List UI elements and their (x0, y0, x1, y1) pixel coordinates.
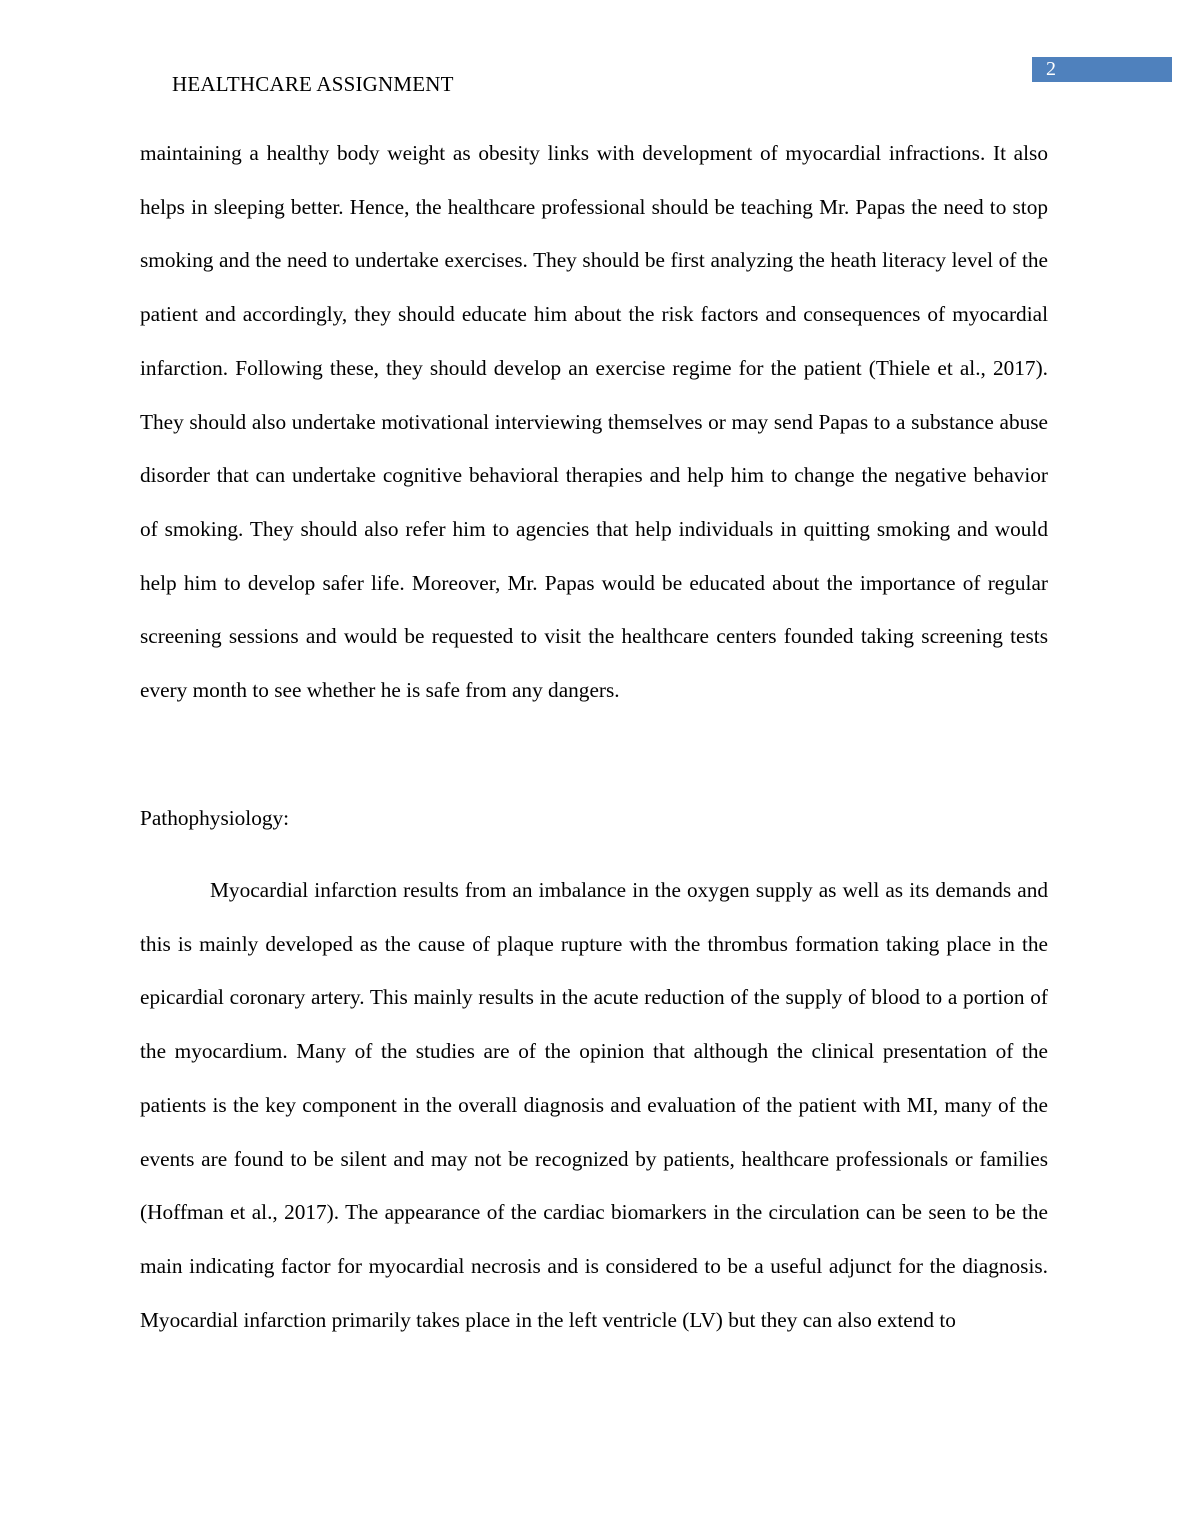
body-paragraph-1: maintaining a healthy body weight as obesity links with development of myocardial infractions. It also helps in sleeping better. Hence, the healthcare professional should be teaching Mr. Papas the need to stop smoking and the need to undertake exercises. They should be first analyzing the heath literacy level of the patient and accordingly, they should educate him about the risk factors and consequences of myocardial infarction. Following these, they should develop an exercise regime for the patient (Thiele et al., 2017). They should also undertake motivational interviewing themselves or may send Papas to a substance abuse disorder that can undertake cognitive behavioral therapies and help him to change the negative behavior of smoking. They should also refer him to agencies that help individuals in quitting smoking and would help him to develop safer life. Moreover, Mr. Papas would be educated about the importance of regular screening sessions and would be requested to visit the healthcare centers founded taking screening tests every month to see whether he is safe from any dangers. (140, 141, 1048, 703)
body-paragraph-2: Myocardial infarction results from an imbalance in the oxygen supply as well as its demands and this is mainly developed as the cause of plaque rupture with the thrombus formation taking place in the epicardial coronary artery. This mainly results in the acute reduction of the supply of blood to a portion of the myocardium. Many of the studies are of the opinion that although the clinical presentation of the patients is the key component in the overall diagnosis and evaluation of the patient with MI, many of the events are found to be silent and may not be recognized by patients, healthcare professionals or families (Hoffman et al., 2017). The appearance of the cardiac biomarkers in the circulation can be seen to be the main indicating factor for myocardial necrosis and is considered to be a useful adjunct for the diagnosis. Myocardial infarction primarily takes place in the left ventricle (LV) but they can also extend to (140, 878, 1048, 1332)
body-paragraph-1-container (140, 127, 1048, 718)
page-number-box (1032, 57, 1172, 82)
running-head: HEALTHCARE ASSIGNMENT (172, 72, 454, 96)
body-paragraph-2-container (140, 864, 1048, 1347)
page-number: 2 (1046, 58, 1056, 80)
section-heading: Pathophysiology: (140, 806, 290, 830)
